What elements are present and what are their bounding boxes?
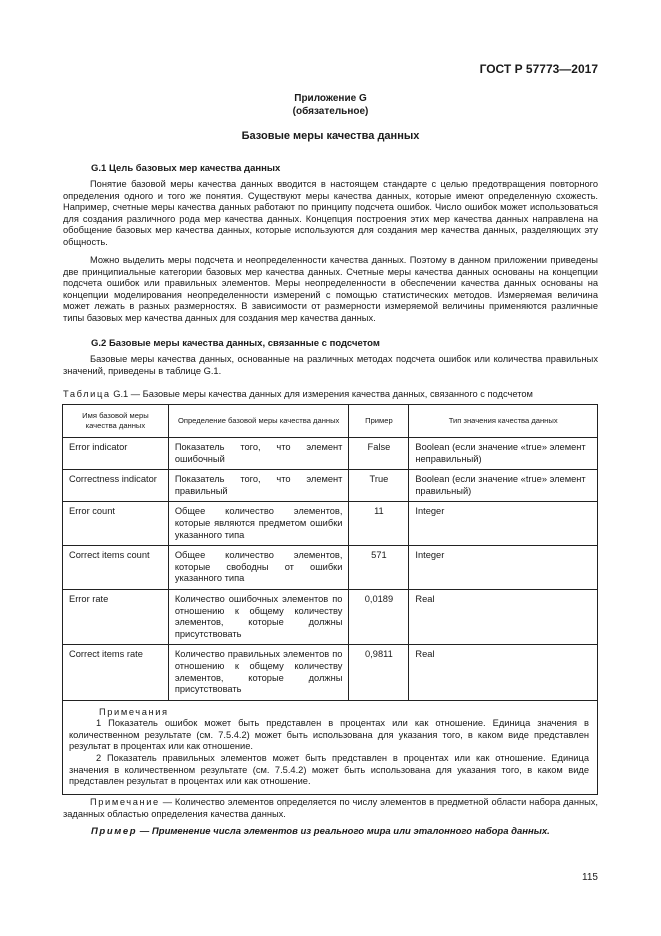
cell-example: False	[349, 438, 409, 470]
table-caption	[63, 389, 533, 399]
table-row	[63, 546, 598, 590]
general-note-text: — Количество элементов определяется по числу элементов в предметной области набора данных, заданных областью определения качества данных.	[63, 797, 598, 819]
notes-heading: Примечания	[99, 706, 169, 717]
note-1: 1 Показатель ошибок может быть представлен в процентах или как отношение. Единица значения в количественном результате (см. 7.5.4.2) может быть использована для указания того, в каком виде представлен результат в процентах или как отношение.	[69, 718, 589, 752]
note-2: 2 Показатель правильных элементов может быть представлен в процентах или как отношение. Единица значения в количественном результате (см. 7.5.4.2) может быть использована для указания того, в каком виде представлен результат в процентах или как отношение.	[69, 753, 589, 787]
annex-status: (обязательное)	[292, 106, 369, 117]
main-title: Базовые меры качества данных	[241, 130, 420, 142]
basic-measures-table	[62, 404, 598, 795]
annex-title: Приложение G	[294, 93, 367, 104]
table-row	[63, 645, 598, 700]
table-row	[63, 589, 598, 644]
example-label: Пример	[91, 826, 138, 837]
cell-value-type: Real	[409, 589, 598, 644]
general-note	[63, 797, 598, 820]
cell-definition: Количество ошибочных элементов по отношению к общему количеству элементов, которые должны присутствовать	[168, 589, 349, 644]
section-g1-paragraph-2: Можно выделить меры подсчета и неопределенности качества данных. Поэтому в данном приложении приведены две принципиальные категории базовых мер качества данных. Счетные меры качества данных основаны на концепции подсчета ошибок или правильных элементов. Меры неопределенности в обеспечении качества данных основаны на концепции моделирования неопределенности измерений с помощью статистических методов. Измеряемая величина может лежать в разных размерностях. В зависимости от размерности измеряемой величины применяются различные типы базовых мер качества данных для создания мер качества данных.	[63, 255, 598, 323]
section-g1-paragraph-1: Понятие базовой меры качества данных вводится в настоящем стандарте с целью предотвращения повторного определения одного и того же понятия. Существуют меры качества данных, которые имеют определенную схожесть. Например, счетные меры качества данных работают по принципу подсчета ошибок. Число ошибок может использоваться для создания различного рода мер качества данных. Концепция построения этих мер качества данных направлена на обобщение базовых мер качества данных, которые используются для создания мер качества данных, разделяющих эту общность.	[63, 179, 598, 247]
example-line	[91, 826, 550, 837]
cell-value-type: Integer	[409, 546, 598, 590]
table-caption-text: G.1 — Базовые меры качества данных для измерения качества данных, связанного с подсчетом	[110, 389, 533, 399]
section-g1-heading: G.1 Цель базовых мер качества данных	[91, 163, 281, 174]
cell-example: True	[349, 470, 409, 502]
header-value-type: Тип значения качества данных	[409, 405, 598, 438]
cell-example: 0,0189	[349, 589, 409, 644]
cell-value-type: Real	[409, 645, 598, 700]
cell-value-type: Boolean (если значение «true» элемент правильный)	[409, 470, 598, 502]
cell-example: 0,9811	[349, 645, 409, 700]
table-caption-word: Таблица	[63, 389, 111, 399]
general-note-label: Примечание	[90, 797, 160, 807]
table-row	[63, 470, 598, 502]
header-example: Пример	[349, 405, 409, 438]
header-name: Имя базовой меры качества данных	[63, 405, 169, 438]
cell-example: 11	[349, 502, 409, 546]
table-notes-row	[63, 700, 598, 794]
cell-name: Error count	[63, 502, 169, 546]
table-row	[63, 502, 598, 546]
example-text: — Применение числа элементов из реального мира или эталонного набора данных.	[137, 826, 550, 837]
cell-name: Error indicator	[63, 438, 169, 470]
cell-name: Correct items rate	[63, 645, 169, 700]
cell-name: Correctness indicator	[63, 470, 169, 502]
cell-definition: Показатель того, что элемент ошибочный	[168, 438, 349, 470]
cell-definition: Общее количество элементов, которые свободны от ошибки указанного типа	[168, 546, 349, 590]
cell-name: Error rate	[63, 589, 169, 644]
cell-definition: Показатель того, что элемент правильный	[168, 470, 349, 502]
page-number: 115	[582, 872, 598, 883]
section-g2-paragraph-1: Базовые меры качества данных, основанные на различных методах подсчета ошибок или количества правильных значений, приведены в таблице G.1.	[63, 354, 598, 376]
document-number: ГОСТ Р 57773—2017	[479, 62, 598, 76]
cell-definition: Количество правильных элементов по отношению к общему количеству элементов, которые должны присутствовать	[168, 645, 349, 700]
table-header-row	[63, 405, 598, 438]
cell-definition: Общее количество элементов, которые являются предметом ошибки указанного типа	[168, 502, 349, 546]
table-row	[63, 438, 598, 470]
header-definition: Определение базовой меры качества данных	[168, 405, 349, 438]
cell-value-type: Boolean (если значение «true» элемент неправильный)	[409, 438, 598, 470]
cell-name: Correct items count	[63, 546, 169, 590]
cell-value-type: Integer	[409, 502, 598, 546]
cell-example: 571	[349, 546, 409, 590]
table-notes	[63, 700, 598, 794]
section-g2-heading: G.2 Базовые меры качества данных, связанные с подсчетом	[91, 338, 380, 349]
